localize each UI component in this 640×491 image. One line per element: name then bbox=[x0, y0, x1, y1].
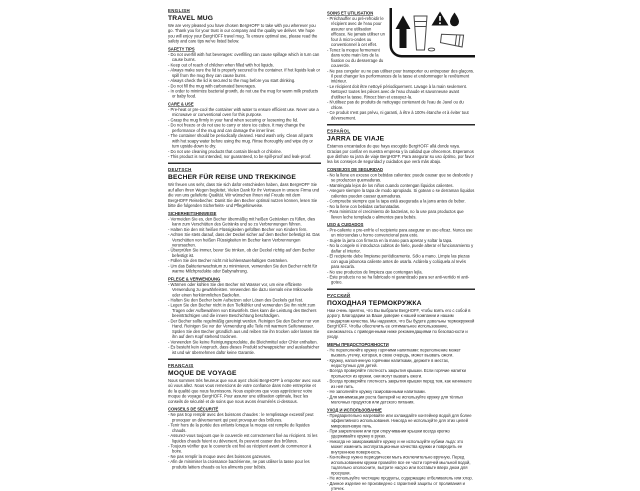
section-divider bbox=[168, 163, 321, 165]
language-section-english bbox=[168, 8, 321, 159]
subsection-heading: SOINS ET UTILISATION bbox=[327, 10, 374, 16]
instruction-list bbox=[168, 282, 321, 355]
instruction-bullet: - No use productos de limpieza que contengan lejía. bbox=[327, 269, 475, 274]
instruction-bullet: - Halten Sie den mit heißen Flüssigkeiten gefüllten Becher von Kindern fern. bbox=[168, 227, 321, 232]
subsection-heading: SICHERHEITSHINWEISE bbox=[168, 210, 217, 216]
instruction-bullet: - This product is not intended, nor guaranteed, to be spill-proof and leak-proof. bbox=[168, 154, 321, 159]
instruction-bullet: - In order to minimize bacterial growth, do not use the mug for warm milk products or baby food. bbox=[168, 88, 321, 98]
instruction-bullet: - No la llene en exceso con bebidas calientes: puede causar que se desborde y se produzcan quemaduras. bbox=[327, 172, 475, 182]
instruction-bullet: - Um das Bakterienwachstum zu minimieren, verwenden Sie den Becher nicht für warme Milchprodukte oder Babynahrung. bbox=[168, 263, 321, 273]
instruction-bullet: - Pre-heat or pre-cool the container with water to ensure efficient use. Never use a microwave or conventional oven for this purpose. bbox=[168, 107, 321, 117]
warning-triangle-icon bbox=[432, 12, 449, 26]
instruction-bullet: - Не заполняйте кружку газированными напитками. bbox=[327, 389, 475, 394]
spill-drop-icon bbox=[428, 48, 434, 51]
intro-paragraph: Estamos encantados de que haya escogido BergHOFF allá donde vaya. Gracias por confiar en nuestra empresa y la calidad que ofrecemos. Esperamos que disfrute su jarra de viaje BergHOFF. Para asegurar su uso óptimo, por favor lea los consejos de seguridad y cuidados que verá más abajo. bbox=[327, 143, 475, 165]
subsection-heading: CONSEILS DE SÉCURITÉ bbox=[168, 406, 219, 412]
instruction-bullet: - Предварительно нагревайте или охлаждайте контейнер водой для более эффективного использования. Никогда не используйте для этих целей микроволновую печь. bbox=[327, 413, 475, 429]
instruction-bullet: - Keep out of reach of children when filled with hot liquids. bbox=[168, 62, 321, 67]
column-left bbox=[168, 8, 321, 491]
language-label: FRANÇAIS bbox=[168, 363, 194, 369]
language-label: ENGLISH bbox=[168, 8, 191, 13]
instruction-bullet: - Tenir hors de la portée des enfants lorsque la moque est remplie de liquides chauds. bbox=[168, 423, 321, 433]
instruction-bullet: - Кружку, наполненную горячими напитками, держите в местах, недоступных для детей. bbox=[327, 358, 475, 368]
instruction-bullet: - No la congele ni introduzca cubitos de hielo, puede alterar el funcionamiento y dañar el interior. bbox=[327, 243, 475, 253]
section-title: BECHER FÜR REISE UND TREKKINGE bbox=[168, 173, 297, 181]
subsection-heading: USO & CUIDADOS bbox=[327, 221, 364, 227]
section-title: TRAVEL MUG bbox=[168, 14, 214, 22]
section-title: JARRA DE VIAJE bbox=[327, 134, 385, 143]
instruction-list bbox=[168, 107, 321, 159]
instruction-bullet: - Никогда не замораживайте кружку и не используйте кубики льда: это может изменить эксплуатационные качества кружки и повредить ее внутреннюю поверхность. bbox=[327, 439, 475, 455]
instruction-bullet: - Ne pas trop remplir avec des boissons chaudes : le remplissage excessif peut provoquer un déversement qui peut provoquer des brûlures. bbox=[168, 412, 321, 422]
instruction-leaflet bbox=[168, 8, 478, 491]
instruction-bullet: - Ce produit n'est pas prévu, ni garanti, à être à 100% étanche et à éviter tout déversement. bbox=[327, 110, 475, 120]
language-label: DEUTSCH bbox=[168, 167, 192, 173]
subsection-heading: PFLEGE & VERWENDUNG bbox=[168, 276, 221, 282]
instruction-bullet: - Legen Sie den Becher nicht in den Tiefkühler und verwenden Sie ihn nicht zum Tragen oder Aufbewahren von Eiswürfeln. Dies kann die Leistung des Bechers beeinträchtigen und die innere Beschichtung beschädigen. bbox=[168, 303, 321, 319]
language-section-russian bbox=[327, 293, 475, 491]
travel-mug-tipped-icon bbox=[440, 32, 463, 47]
subsection-heading: CONSEJOS DE SEGURIDAD bbox=[327, 166, 384, 172]
language-section-deutsch bbox=[168, 167, 321, 355]
subsection-heading: SAFETY TIPS bbox=[168, 46, 195, 52]
section-title: MOQUE DE VOYAGE bbox=[168, 369, 237, 377]
instruction-bullet: - Do not overfill with hot beverages: overfilling can cause spillage which in turn can cause burns. bbox=[168, 52, 321, 62]
instruction-list bbox=[168, 216, 321, 273]
instruction-bullet: - El recipiente debe limpiarse periódicamente. Sólo a mano. Limpie las piezas con agua jabonosa caliente antes de usarla. Aclárela y colóquela al revés para secarla. bbox=[327, 254, 475, 270]
instruction-bullet: - Asegure siempre la tapa de modo apropiado. Si gotean o se derraman líquidos calientes pueden causar quemaduras. bbox=[327, 188, 475, 198]
instruction-bullet: - Ne pas congeler ou ne pas utiliser pour transporter ou entreposer des glaçons. Il peut changer les performances de la tasse et endommager le revêtement intérieur. bbox=[327, 68, 475, 84]
instruction-list bbox=[327, 413, 475, 491]
instruction-bullet: - Не переполняйте кружку горячими напитками: переполнение может вызвать утечку, которая, в свою очередь, может вызвать ожоги. bbox=[327, 347, 475, 357]
instruction-bullet: - The container should be periodically cleaned. Hand wash only. Clean all parts with hot soapy water before using the mug. Rinse thoroughly and wipe dry or turn upside-down to dry. bbox=[168, 133, 321, 149]
instruction-bullet: - Tenez la moque fermement dans votre main lors de la fixation ou du desserrage du couvercle. bbox=[327, 47, 475, 68]
subsection-heading: УХОД И ИСПОЛЬЗОВАНИЕ bbox=[327, 407, 382, 413]
instruction-bullet: - Füllen Sie den Becher nicht mit kohlensäurehaltigen Getränken. bbox=[168, 258, 321, 263]
instruction-list bbox=[168, 412, 321, 469]
instruction-bullet: - Всегда проверяйте плотность закрытия крышки перед тем, как начинаете из неё пить. bbox=[327, 379, 475, 389]
language-label: РУССКИЙ bbox=[327, 292, 351, 298]
instruction-bullet: - Der Becher sollte regelmäßig gereinigt werden. Reinigen Sie den Becher nur von Hand. Reinigen Sie vor der Verwendung alle Teile mit warmem Seifenwasser. Spülen Sie den Becher gründlich aus und reiben Sie ihn trocken oder lassen Sie ihn auf dem Kopf stehend trocknen. bbox=[168, 318, 321, 339]
subsection-heading: CARE & USE bbox=[168, 101, 194, 107]
intro-paragraph: Нам очень приятно, что Вы выбрали BergHOFF, чтобы взять его с собой в дорогу. Благодарим за Ваше доверие к нашей компании и нашим стандартам качества. Мы надеемся, что Вы будете довольны термокружкой BergHOFF. Чтобы обеспечить ее оптимальное использование, ознакомьтесь с приведенными ниже рекомендациями по безопасности и уходу. bbox=[327, 307, 475, 340]
instruction-bullet: - Do not freeze or do not use to carry or store ice cubes. It may change the performance of the mug and can damage the inner liner. bbox=[168, 123, 321, 133]
intro-paragraph: We are very pleased you have chosen BergHOFF to take with you wherever you go. Thank you for your trust in our company and the quality we deliver. We hope you will enjoy your BergHOFF travel mug. To ensure optimal use, please read the safety and care tips we've listed below. bbox=[168, 23, 318, 44]
instruction-bullet: - Préchauffer ou pré-refroidir le récipient avec de l'eau pour assurer une utilisation efficace. Ne jamais utiliser un four à micro-ondes ou conventionnel à cet effet. bbox=[327, 16, 475, 47]
instruction-bullet: - Compruebe siempre que la tapa está asegurada a la jarra antes de beber. bbox=[327, 199, 475, 204]
instruction-bullet: - Es besteht kein Anspruch, dass dieses Produkt schwappsicher und auslaufsicher ist und wir übernehmen dafür keine Garantie. bbox=[168, 345, 321, 355]
instruction-bullet: - Do not use cleaning products that contain bleach or chlorine. bbox=[168, 149, 321, 154]
section-divider bbox=[168, 359, 321, 361]
instruction-bullet: - Toujours vérifier que le couvercle est fixé au récipient avant de commencer à boire. bbox=[168, 444, 321, 454]
instruction-list bbox=[327, 347, 475, 404]
instruction-bullet: - Assurez-vous toujours que le couvercle est correctement fixé au récipient. Si les liquides chauds fuient ou déversent, ils peuvent causer des brûlures. bbox=[168, 433, 321, 443]
instruction-bullet: - Контейнер нужно периодически мыть исключительно вручную. Перед использованием кружки промойте все ее части горячей мыльной водой, тщательно ополосните, вытрите насухо или поставьте вверх дном для просушки. bbox=[327, 455, 475, 476]
instruction-list bbox=[327, 227, 475, 284]
instruction-bullet: - Pre-caliente o pre-enfríe el recipiente para asegurar un uso eficaz. Nunca use un microondas u horno convencional para esto. bbox=[327, 227, 475, 237]
instruction-bullet: - Sujete la jarra con firmeza en la mano para apretar y soltar la tapa. bbox=[327, 238, 475, 243]
instruction-bullet: - Grasp the mug firmly in your hand when securing or loosening the lid. bbox=[168, 117, 321, 122]
column-right bbox=[327, 8, 475, 491]
instruction-bullet: - Halten Sie den Becher beim Aufsetzen oder Lösen des Deckels gut fest. bbox=[168, 298, 321, 303]
language-section-francais bbox=[168, 363, 321, 470]
intro-paragraph: Wir freuen uns sehr, dass Sie sich dafür entschieden haben, dass BergHOFF Sie auf allen Ihren Wegen begleitet. Vielen Dank für Ihr Vertrauen in unsere Firma und die von uns gelieferte Qualität. Wir wünschen Ihnen viel Freude mit dem BergHOFF Reisebecher. Damit Sie den Becher optimal nutzen können, lesen Sie bitte die folgenden Sicherheits- und Pflegehinweise. bbox=[168, 182, 320, 209]
section-title: ПОХОДНАЯ ТЕРМОКРУЖКА bbox=[327, 298, 422, 307]
section-divider bbox=[327, 288, 475, 290]
instruction-bullet: - Manténgala lejos de los niños cuando contengan líquidos calientes. bbox=[327, 183, 475, 188]
instruction-list bbox=[327, 172, 475, 219]
travel-mug-upright-icon bbox=[414, 16, 427, 50]
intro-paragraph: Nous sommes très heureux que vous ayez choisi BergHOFF à emporter avec vous où vous allez. Nous vous remercions de votre confiance dans notre entreprise et de la qualité que nous fournissons. Nous espérons que vous apprécierez votre moque de voyage BergHOFF. Pour assurer une utilisation optimale, lisez les conseils de sécurité et de soins que nous avons énumérés ci-dessous. bbox=[168, 378, 321, 404]
usage-warning-graphic bbox=[390, 8, 476, 58]
instruction-bullet: - Vermeiden Sie es, den Becher übermäßig mit heißen Getränken zu füllen, dies kann zum Verschütten des Getränks und so zu Verbrennungen führen. bbox=[168, 216, 321, 226]
instruction-bullet: - Verwenden Sie keine Reinigungsprodukte, die Bleichmittel oder Chlor enthalten. bbox=[168, 339, 321, 344]
instruction-bullet: - Le récipient doit être nettoyé périodiquement. Lavage à la main seulement. Nettoyez toutes les pièces avec de l'eau chaude et savonneuse avant d'utiliser la tasse. Rincez bien et essuyez-la. bbox=[327, 84, 475, 100]
instruction-bullet: - Данное изделие не произведено с гарантией защиты от проливания и утечек. bbox=[327, 481, 475, 491]
instruction-bullet: - Afin de minimiser la croissance bactérienne, ne pas utiliser la tasse pour les produits laitiers chauds ou les aliments pour bébés. bbox=[168, 459, 321, 469]
instruction-bullet: - Überprüfen Sie immer, bevor Sie trinken, ob der Deckel richtig auf dem Becher befestigt ist. bbox=[168, 248, 321, 258]
instruction-bullet: - Всегда проверяйте плотность закрытия крышки. Если горячие напитки прольются из кружки, они могут вызвать ожоги. bbox=[327, 368, 475, 378]
language-label: ESPAÑOL bbox=[327, 128, 351, 134]
instruction-bullet: - Для минимизации роста бактерий не используйте кружку для тёплых молочных продуктов или детского питания. bbox=[327, 394, 475, 404]
instruction-bullet: - Ne pas remplir la moque avec des boissons gazeuses. bbox=[168, 454, 321, 459]
instruction-bullet: - No la llene con bebidas carbonatadas. bbox=[327, 204, 475, 209]
instruction-bullet: - Este producto no se ha fabricado ni garantizado para ser anti-vertido ni anti-goteo. bbox=[327, 275, 475, 285]
arrow-up-icon bbox=[396, 16, 411, 49]
language-section-espanol bbox=[327, 129, 475, 285]
instruction-bullet: - Always check the lid is secured to the mug before you start drinking. bbox=[168, 78, 321, 83]
instruction-bullet: - Не используйте чистящие продукты, содержащие отбеливатель или хлор. bbox=[327, 476, 475, 481]
section-divider bbox=[327, 124, 475, 126]
instruction-bullet: - N'utilisez pas de produits de nettoyage contenant de l'eau de Javel ou du chlore. bbox=[327, 100, 475, 110]
droplet-icon bbox=[450, 13, 459, 27]
instruction-list bbox=[168, 52, 321, 99]
subsection-heading: МЕРЫ ПРЕДОСТОРОЖНОСТИ bbox=[327, 341, 389, 347]
instruction-bullet: - При закреплении или при откручивании крышки всегда крепко удерживайте кружку в руках. bbox=[327, 429, 475, 439]
instruction-bullet: - Do not fill the mug with carbonated beverages. bbox=[168, 83, 321, 88]
instruction-bullet: - Wärmen oder kühlen Sie den Becher mit Wasser vor, um eine effiziente Verwendung zu gewährleisten. Verwenden Sie dazu niemals eine Mikrowelle oder einen herkömmlichen Backofen. bbox=[168, 282, 321, 298]
instruction-bullet: - Achten Sie stets darauf, dass der Deckel sicher auf dem Becher befestigt ist. Das Verschütten von heißen Flüssigkeiten im Becher kann Verbrennungen verursachen. bbox=[168, 232, 321, 248]
instruction-bullet: - Always make sure the lid is properly secured to the container. If hot liquids leak or spill from the mug they can cause burns. bbox=[168, 68, 321, 78]
instruction-bullet: - Para minimizar el crecimiento de bacterias, no la use para productos que lleven leche templada o alimentos para bebés. bbox=[327, 209, 475, 219]
